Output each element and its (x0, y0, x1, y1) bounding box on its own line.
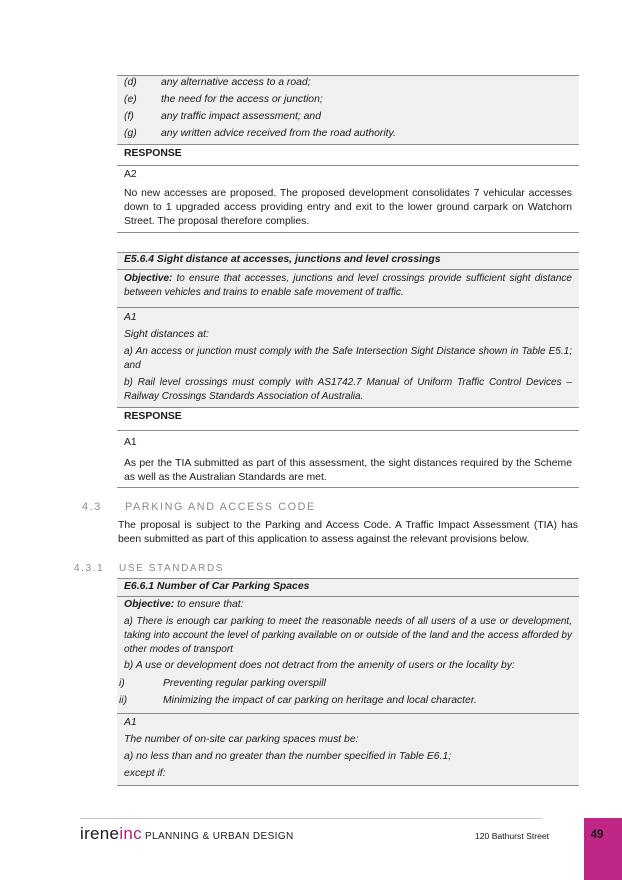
list-marker: (d) (124, 77, 137, 88)
response-body (117, 166, 579, 232)
list-item-text: any alternative access to a road; (161, 77, 311, 88)
objective-label: Objective: (124, 273, 173, 284)
objective-label: Objective: (124, 599, 175, 610)
objective (124, 272, 572, 300)
sub-item-marker: ii) (119, 695, 128, 706)
a1-clause-b: b) Rail level crossings must comply with AS1742.7 Manual of Uniform Traffic Control Devices – Railway Crossings Standards Association of Australia. (124, 377, 572, 402)
response-heading: RESPONSE (124, 148, 182, 159)
objective-clause-a: a) There is enough car parking to meet the reasonable needs of all users of a use or development, taking into account the level of parking available on or outside of the land and the access afforded by other modes of transport (124, 616, 572, 655)
a1-intro: The number of on-site car parking spaces must be: (124, 734, 359, 745)
list-item (124, 76, 137, 89)
brand-tagline: PLANNING & URBAN DESIGN (144, 831, 294, 842)
list-marker: (g) (124, 128, 137, 139)
objective (124, 599, 244, 610)
response-text: No new accesses are proposed. The proposed development consolidates 7 vehicular accesses down to 1 upgraded access providing entry and exit to the lower ground carpark on Watchorn Street. The proposal therefore complies. (124, 188, 572, 228)
table-rule (117, 487, 579, 488)
objective-box (117, 270, 579, 307)
standard-title: E5.6.4 Sight distance at accesses, junctions and level crossings (124, 254, 441, 265)
a1-label: A1 (124, 717, 137, 728)
objective-text: to ensure that: (177, 599, 244, 610)
response-heading: RESPONSE (124, 411, 182, 422)
response-label: A1 (124, 437, 137, 448)
list-item-text: the need for the access or junction; (161, 94, 323, 105)
a1-intro: Sight distances at: (124, 329, 209, 340)
section-title: PARKING AND ACCESS CODE (125, 501, 316, 513)
brand-logo-irene: irene (80, 824, 120, 843)
list-item-text: any written advice received from the road authority. (161, 128, 396, 139)
acceptable-solution-box (117, 308, 579, 407)
footer-brand (80, 824, 294, 844)
list-marker: (e) (124, 94, 137, 105)
list-marker: (f) (124, 111, 134, 122)
response-heading-row (117, 145, 579, 165)
standard-title-row (117, 253, 579, 269)
subsection-title: USE STANDARDS (119, 563, 225, 574)
sub-item-text: Minimizing the impact of car parking on heritage and local character. (163, 695, 477, 706)
a1-except: except if: (124, 768, 166, 779)
page-number: 49 (590, 829, 604, 841)
objective-text: to ensure that accesses, junctions and level crossings provide sufficient sight distance between vehicles and trains to enable safe movement of traffic. (124, 273, 572, 298)
a1-clause-a: a) An access or junction must comply with the Safe Intersection Sight Distance shown in Table E5.1; and (124, 346, 572, 371)
brand-logo-inc: inc (119, 824, 142, 843)
standard-title: E6.6.1 Number of Car Parking Spaces (124, 581, 310, 592)
table-rule (117, 785, 579, 786)
sub-item-marker: i) (119, 678, 125, 689)
section-number: 4.3 (82, 501, 102, 513)
page-number-box (584, 818, 622, 880)
response-text: As per the TIA submitted as part of this assessment, the sight distances required by the Scheme as well as the Australian Standards are met. (124, 458, 572, 484)
objective-box (117, 597, 579, 713)
response-body (117, 431, 579, 487)
sub-item-text: Preventing regular parking overspill (163, 678, 326, 689)
objective-clause-b: b) A use or development does not detract from the amenity of users or the locality by: (124, 660, 515, 671)
subsection-number: 4.3.1 (74, 563, 105, 574)
a1-label: A1 (124, 312, 137, 323)
response-label: A2 (124, 169, 137, 180)
criteria-list (117, 76, 579, 144)
standard-title-row (117, 579, 579, 596)
section-text: The proposal is subject to the Parking and Access Code. A Traffic Impact Assessment (TIA) has been submitted as part of this application to assess against the relevant provisions below. (118, 520, 578, 546)
footer-address: 120 Bathurst Street (475, 831, 550, 841)
acceptable-solution-box (117, 714, 579, 785)
response-heading-row (117, 408, 579, 430)
a1-clause-a: a) no less than and no greater than the number specified in Table E6.1; (124, 751, 452, 762)
table-rule (117, 232, 579, 233)
list-item-text: any traffic impact assessment; and (161, 111, 321, 122)
footer-rule (80, 818, 542, 819)
